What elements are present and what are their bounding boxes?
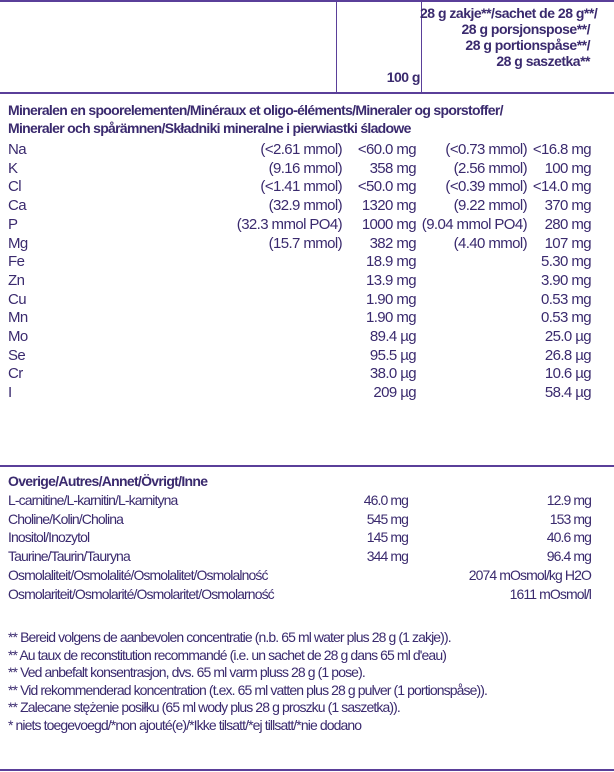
header-per-serving-3: 28 g portionspåse**/: [465, 37, 590, 53]
footnote: * niets toegevoegd/*non ajouté(e)/*Ikke tilsatt/*ej tillsatt/*nie dodano: [8, 717, 362, 733]
mineral-value-per-100g: <60.0 mg: [357, 141, 416, 158]
mineral-name: Na: [8, 141, 26, 158]
header-per-serving-2: 28 g porsjonspose**/: [461, 21, 590, 37]
mineral-name: Mg: [8, 234, 28, 252]
table-row: [0, 365, 614, 382]
footnote: ** Bereid volgens de aanbevolen concentratie (n.b. 65 ml water plus 28 g (1 zakje)).: [8, 629, 451, 645]
other-value-per-serving: 153 mg: [549, 510, 591, 527]
mineral-value-per-100g: 13.9 mg: [366, 271, 416, 289]
other-name: Osmolariteit/Osmolarité/Osmolaritet/Osmolarność: [8, 585, 274, 602]
other-value-per-serving: 96.4 mg: [546, 548, 591, 565]
other-value-per-100g: 344 mg: [366, 548, 408, 565]
other-title: Overige/Autres/Annet/Övrigt/Inne: [8, 473, 208, 489]
mineral-mmol-per-serving: (4.40 mmol): [453, 234, 527, 252]
mineral-value-per-serving: 25.0 µg: [544, 328, 591, 345]
mineral-name: I: [8, 384, 12, 402]
mineral-name: Zn: [8, 271, 25, 289]
other-name: L-carnitine/L-karnitin/L-karnityna: [8, 492, 178, 508]
mineral-name: P: [8, 215, 18, 233]
footnote: ** Zalecane stężenie posiłku (65 ml wody plus 28 g proszku (1 saszetka)).: [8, 699, 400, 716]
mineral-value-per-serving: 107 mg: [544, 234, 591, 252]
table-row: [0, 160, 614, 177]
mineral-mmol-per-serving: (<0.73 mmol): [445, 141, 527, 158]
mineral-value-per-100g: 1.90 mg: [366, 309, 416, 327]
mineral-value-per-serving: 3.90 mg: [541, 271, 591, 289]
mineral-value-per-serving: 10.6 µg: [544, 365, 591, 383]
mineral-name: Cu: [8, 290, 26, 308]
mineral-value-per-100g: <50.0 mg: [357, 178, 416, 196]
mineral-mmol-per-100g: (15.7 mmol): [268, 234, 342, 252]
footnote: ** Ved anbefalt konsentrasjon, dvs. 65 ml varm pluss 28 g (1 pose).: [8, 664, 365, 681]
mineral-value-per-100g: 382 mg: [369, 234, 416, 252]
mineral-value-per-100g: 18.9 mg: [366, 253, 416, 271]
table-row: [0, 272, 614, 289]
mineral-mmol-per-serving: (9.22 mmol): [453, 197, 527, 215]
other-value-per-serving: 1611 mOsmol/l: [509, 585, 591, 602]
header-per-100g: 100 g: [386, 69, 420, 85]
mineral-value-per-100g: 209 µg: [373, 384, 416, 402]
other-value-per-100g: 46.0 mg: [363, 492, 408, 508]
mineral-value-per-100g: 89.4 µg: [369, 328, 416, 345]
mineral-value-per-serving: 0.53 mg: [541, 309, 591, 327]
mineral-value-per-serving: <16.8 mg: [532, 141, 591, 158]
mineral-value-per-serving: 26.8 µg: [544, 346, 591, 364]
table-row: [0, 178, 614, 195]
mineral-mmol-per-100g: (32.3 mmol PO4): [236, 215, 342, 233]
table-row: [0, 253, 614, 270]
table-row: [0, 492, 614, 509]
mineral-value-per-100g: 1320 mg: [361, 197, 416, 215]
mineral-mmol-per-100g: (9.16 mmol): [268, 159, 342, 177]
mineral-value-per-100g: 1.90 mg: [366, 290, 416, 308]
mineral-mmol-per-serving: (9.04 mmol PO4): [421, 215, 527, 233]
mineral-mmol-per-100g: (32.9 mmol): [268, 197, 342, 215]
table-row: [0, 384, 614, 401]
footnote: ** Au taux de reconstitution recommandé (i.e. un sachet de 28 g dans 65 ml d'eau): [8, 646, 446, 663]
other-value-per-100g: 545 mg: [366, 510, 408, 527]
other-name: Inositol/Inozytol: [8, 529, 90, 546]
top-rule: [0, 0, 614, 2]
table-row: [0, 216, 614, 233]
mineral-name: Mn: [8, 309, 28, 327]
other-value-per-serving: 12.9 mg: [546, 492, 591, 508]
column-divider-1: [336, 0, 337, 92]
mineral-mmol-per-100g: (<2.61 mmol): [260, 141, 342, 158]
table-row: [0, 586, 614, 603]
mineral-value-per-serving: 370 mg: [544, 197, 591, 215]
table-row: [0, 197, 614, 214]
bottom-rule: [0, 769, 614, 771]
other-value-per-100g: 145 mg: [366, 529, 408, 546]
mineral-value-per-serving: 0.53 mg: [541, 290, 591, 308]
mineral-name: Se: [8, 346, 26, 364]
header-per-serving-4: 28 g saszetka**: [496, 53, 590, 69]
minerals-title-line2: Mineraler och spårämnen/Składniki mineralne i pierwiastki śladowe: [8, 120, 411, 136]
mineral-name: K: [8, 159, 18, 177]
mineral-mmol-per-100g: (<1.41 mmol): [260, 178, 342, 196]
mineral-value-per-serving: 5.30 mg: [541, 253, 591, 271]
mineral-value-per-100g: 95.5 µg: [369, 346, 416, 364]
minerals-title-line1: Mineralen en spoorelementen/Minéraux et oligo-éléments/Mineraler og sporstoffer/: [8, 102, 503, 118]
mineral-name: Ca: [8, 197, 26, 215]
table-row: [0, 567, 614, 584]
footnote: ** Vid rekommenderad koncentration (t.ex. 65 ml vatten plus 28 g pulver (1 portionspåse)).: [8, 681, 488, 698]
mineral-value-per-100g: 38.0 µg: [369, 365, 416, 383]
mineral-mmol-per-serving: (<0.39 mmol): [445, 178, 527, 196]
section-rule: [0, 465, 614, 467]
table-row: [0, 309, 614, 326]
table-row: [0, 529, 614, 546]
table-row: [0, 548, 614, 565]
mineral-name: Cr: [8, 365, 23, 383]
table-row: [0, 511, 614, 528]
mineral-value-per-serving: 100 mg: [544, 159, 591, 177]
other-value-per-serving: 2074 mOsmol/kg H2O: [468, 566, 591, 583]
mineral-value-per-100g: 358 mg: [369, 159, 416, 177]
other-name: Taurine/Taurin/Tauryna: [8, 548, 130, 565]
other-name: Osmolaliteit/Osmolalité/Osmolalitet/Osmolalność: [8, 566, 268, 583]
mineral-name: Mo: [8, 328, 28, 345]
mineral-name: Fe: [8, 253, 25, 271]
mineral-value-per-serving: 280 mg: [544, 215, 591, 233]
mineral-name: Cl: [8, 178, 21, 196]
table-row: [0, 347, 614, 364]
other-value-per-serving: 40.6 mg: [546, 529, 591, 546]
table-row: [0, 141, 614, 158]
table-row: [0, 328, 614, 345]
header-per-serving-1: 28 g zakje**/sachet de 28 g**/: [420, 5, 598, 21]
table-row: [0, 235, 614, 252]
other-name: Choline/Kolin/Cholina: [8, 510, 123, 527]
table-row: [0, 291, 614, 308]
mineral-value-per-serving: <14.0 mg: [532, 178, 591, 196]
header-rule: [0, 92, 614, 94]
mineral-value-per-serving: 58.4 µg: [544, 384, 591, 402]
mineral-mmol-per-serving: (2.56 mmol): [453, 159, 527, 177]
mineral-value-per-100g: 1000 mg: [361, 215, 416, 233]
